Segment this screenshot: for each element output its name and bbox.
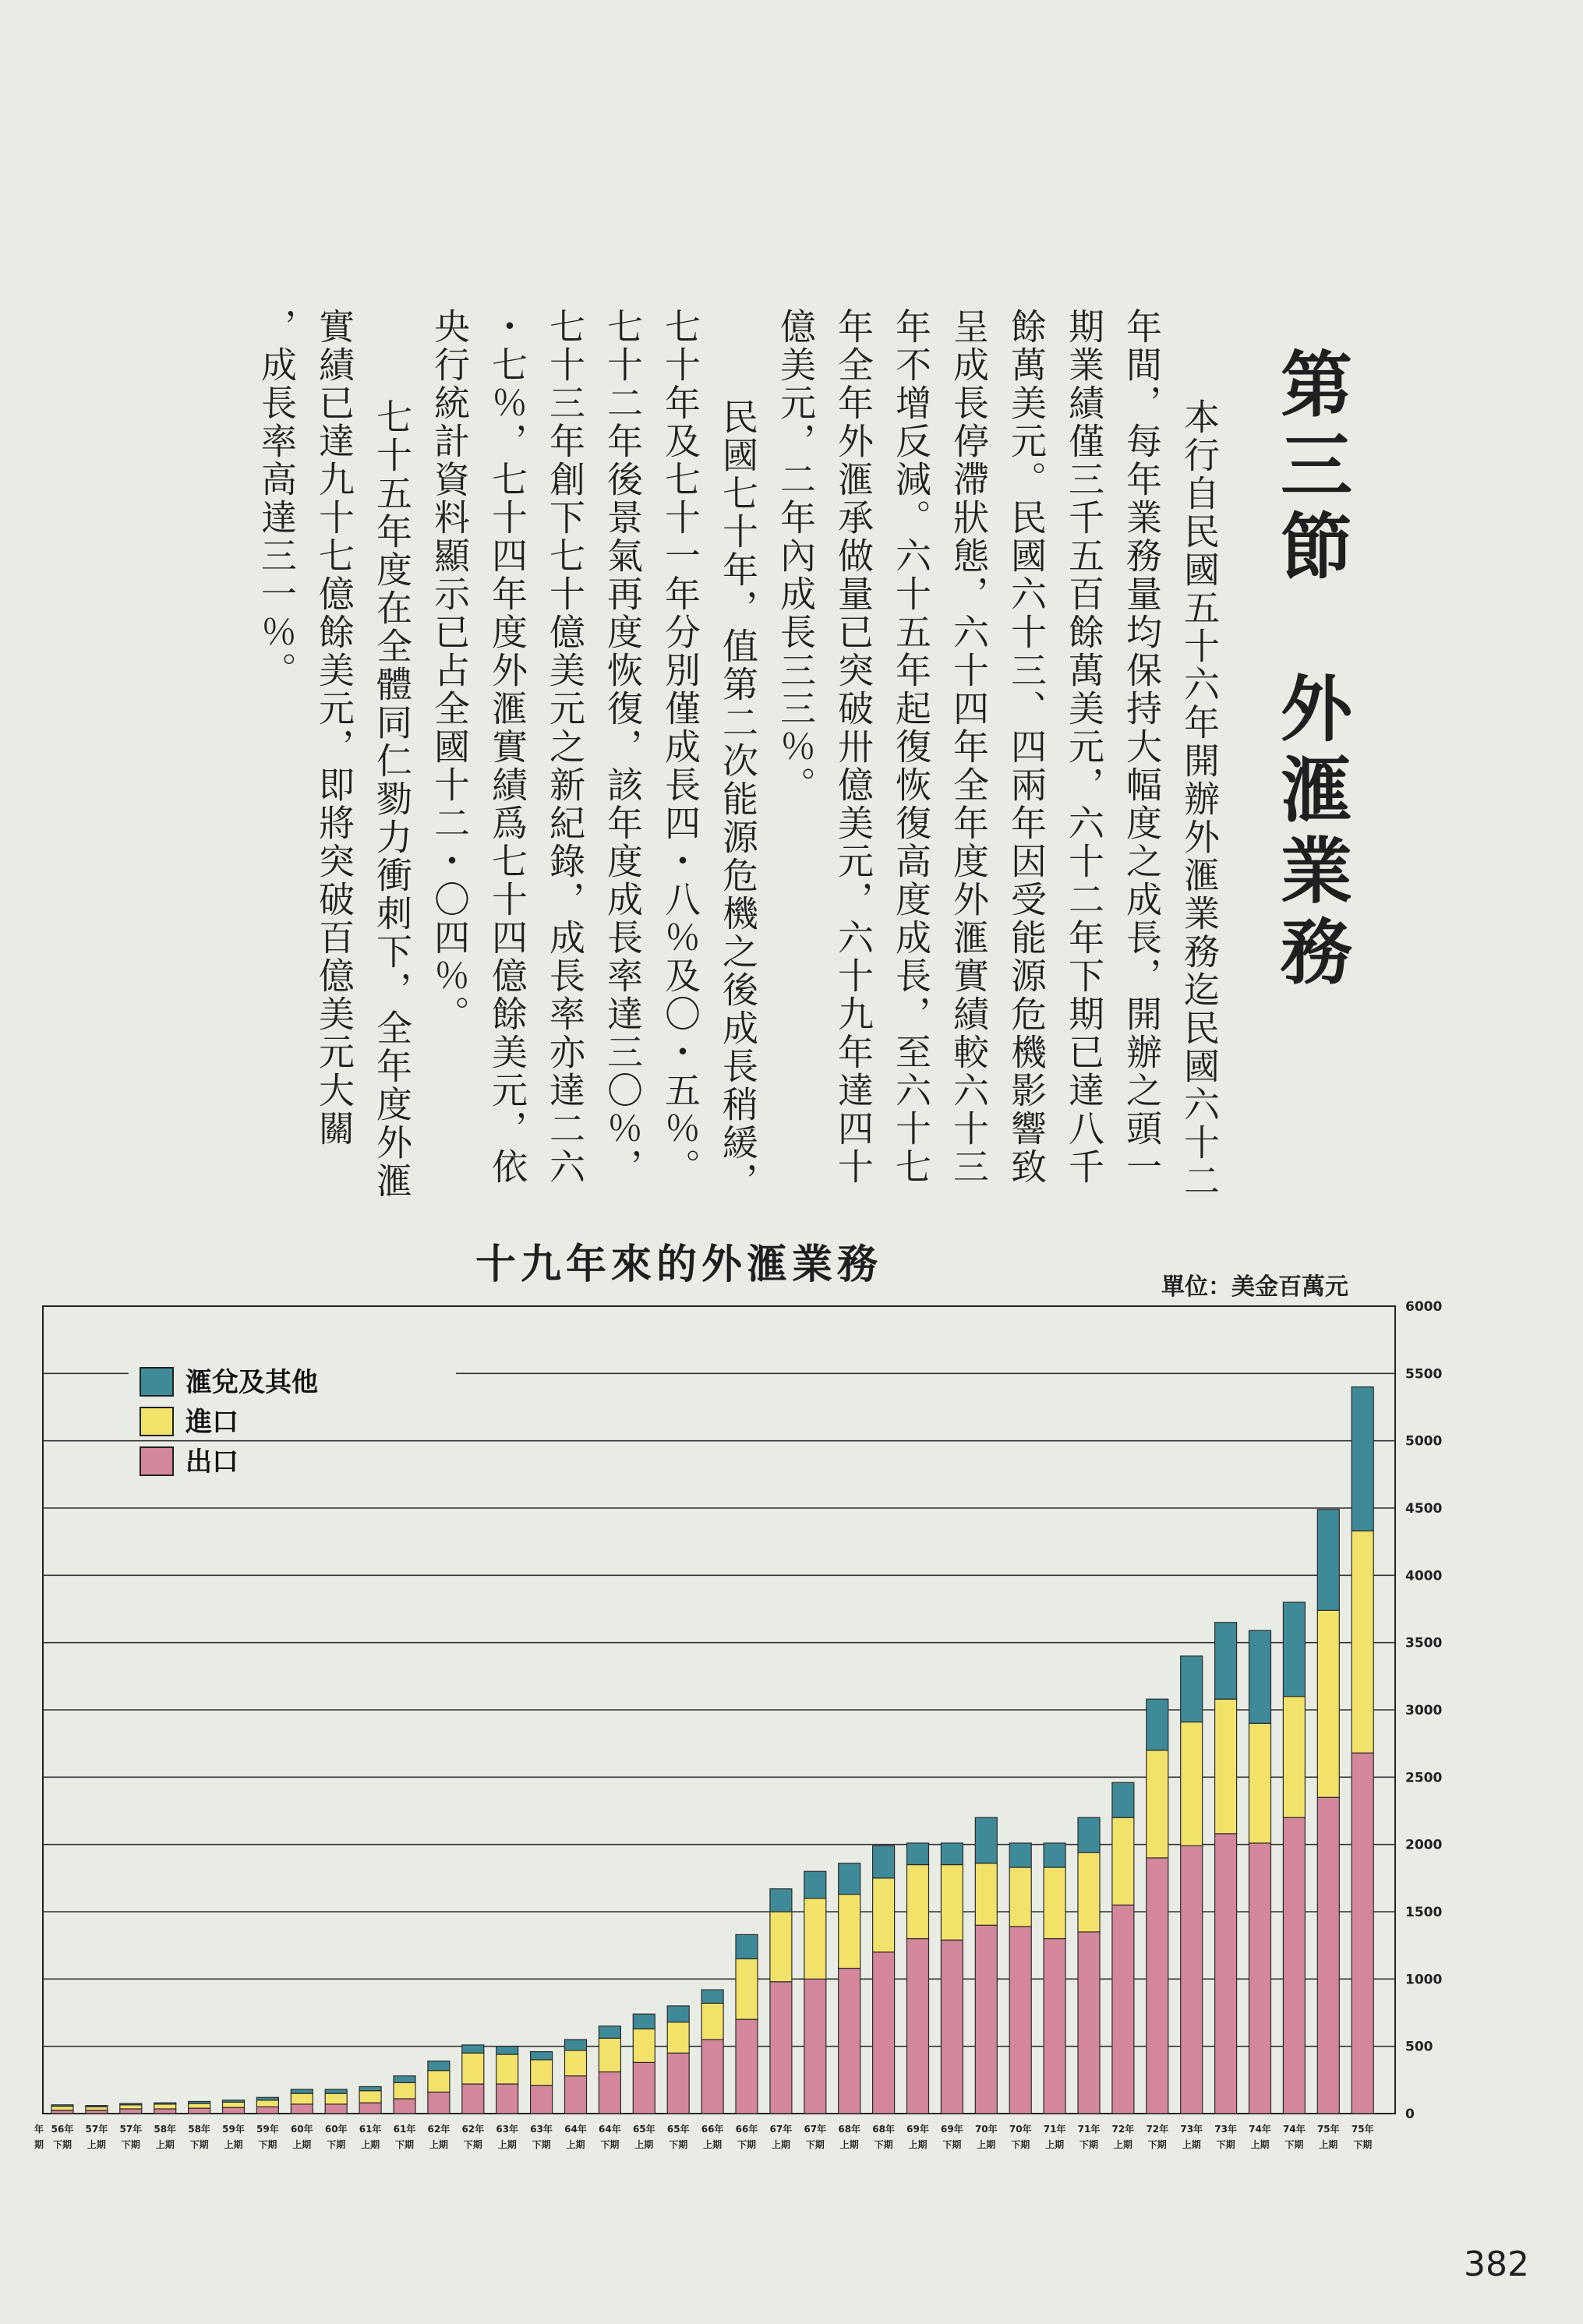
bar-segment [531, 2086, 553, 2114]
bar-segment [736, 1958, 758, 2019]
body-text-column: 呈成長停滯狀態，六十四年全年度外滙實績較六十三 [948, 308, 990, 1186]
bar-segment [941, 1865, 963, 1941]
x-tick-label-half: 下期 [874, 2139, 893, 2150]
x-tick-label-half: 下期 [52, 2139, 72, 2150]
bar-segment [462, 2045, 484, 2053]
bar-segment [839, 1969, 860, 2114]
bar-segment [462, 2084, 484, 2114]
bar-segment [256, 2107, 278, 2114]
x-tick-label-year: 58年 [154, 2124, 177, 2135]
body-text-column: 本行自民國五十六年開辦外滙業務迄民國六十二 [1178, 398, 1221, 1200]
bar-segment [359, 2103, 381, 2114]
bar-segment [1078, 1852, 1100, 1932]
section-heading: 第三節 外滙業務 [1269, 347, 1352, 995]
bar-segment [120, 2103, 142, 2105]
bar-segment [462, 2053, 484, 2084]
bar-segment [565, 2076, 587, 2114]
bar-segment [941, 1843, 963, 1865]
bar-segment [1112, 1905, 1134, 2114]
x-tick-label-year: 61年 [359, 2124, 382, 2135]
body-text-column: 七十三年創下七十億美元之新紀錄，成長率亦達二六 [544, 308, 586, 1186]
x-tick-label-half: 上期 [566, 2139, 585, 2150]
y-tick-label: 1000 [1405, 1972, 1443, 1988]
bar-segment [1352, 1753, 1373, 2114]
bar-segment [599, 2026, 620, 2039]
x-tick-label-year: 64年 [564, 2124, 587, 2135]
bar-segment [599, 2071, 620, 2114]
x-tick-label-year: 61年 [393, 2124, 416, 2135]
bar-segment [1283, 1602, 1305, 1697]
x-tick-label-half: 上期 [1250, 2139, 1270, 2150]
bar-segment [531, 2052, 553, 2060]
body-text-column: 實績已達九十七億餘美元，即將突破百億美元大關 [313, 308, 355, 1148]
bar-segment [1044, 1843, 1065, 1867]
x-tick-label-half: 上期 [908, 2139, 928, 2150]
x-tick-label-half: 下期 [532, 2139, 551, 2150]
legend-background [129, 1404, 456, 1439]
bar-segment [51, 2105, 73, 2107]
body-text-column: 七十五年度在全體同仁勠力衝刺下，全年度外滙 [371, 398, 413, 1200]
x-tick-label-year: 66年 [735, 2124, 758, 2135]
x-tick-label-half: 下期 [942, 2139, 962, 2150]
bar-segment [770, 1889, 792, 1912]
bar-segment [496, 2054, 518, 2084]
x-tick-label-half: 上期 [1319, 2139, 1338, 2150]
x-tick-label-half: 上期 [634, 2139, 654, 2150]
bar-segment [1352, 1387, 1373, 1531]
bar-segment [394, 2099, 415, 2114]
bar-segment [873, 1952, 895, 2114]
bar-segment [1112, 1782, 1134, 1817]
body-text-column: 七十年及七十一年分別僅成長四・八％及〇・五％。 [659, 308, 701, 1186]
bar-segment [873, 1845, 895, 1877]
bar-segment [325, 2104, 347, 2114]
bar-segment [496, 2084, 518, 2114]
y-tick-label: 1500 [1405, 1905, 1443, 1920]
bar-segment [667, 2022, 689, 2054]
x-tick-label-year: 67年 [769, 2124, 793, 2135]
x-tick-label-year: 58年 [188, 2124, 210, 2135]
x-tick-label-year: 75年 [1351, 2124, 1374, 2135]
x-tick-label-year: 66年 [701, 2124, 724, 2135]
y-tick-label: 0 [1405, 2107, 1415, 2122]
bar-segment [1181, 1845, 1203, 2114]
chart-title: 十九年來的外滙業務 [475, 1241, 883, 1288]
chart-unit-label: 單位：美金百萬元 [1161, 1273, 1348, 1301]
x-tick-label-year: 63年 [530, 2124, 553, 2135]
x-tick-label-year: 62年 [427, 2124, 451, 2135]
bar-segment [736, 1934, 758, 1958]
x-tick-label-year: 67年 [804, 2124, 827, 2135]
bar-segment [325, 2093, 347, 2104]
y-tick-label: 3000 [1405, 1703, 1443, 1718]
x-tick-label-year: 63年 [496, 2124, 519, 2135]
x-tick-label-year: 72年 [1111, 2124, 1135, 2135]
bar-segment [359, 2086, 381, 2090]
legend-label: 進口 [186, 1407, 239, 1438]
bar-segment [531, 2060, 553, 2086]
x-tick-label-half: 上期 [87, 2139, 106, 2150]
bar-segment [941, 1940, 963, 2114]
y-tick-label: 4000 [1405, 1568, 1443, 1584]
bar-segment [907, 1939, 929, 2114]
x-tick-label-half: 上期 [1182, 2139, 1201, 2150]
bar-segment [154, 2109, 176, 2114]
bar-segment [565, 2040, 587, 2050]
bar-segment [1044, 1867, 1065, 1939]
bar-segment [394, 2076, 415, 2083]
bar-segment [565, 2050, 587, 2076]
y-tick-label: 5000 [1405, 1433, 1443, 1450]
bar-segment [120, 2105, 142, 2109]
bar-segment [1147, 1699, 1168, 1750]
bar-segment [325, 2089, 347, 2093]
body-text-column: 年間，每年業務量均保持大幅度之成長，開辦之頭一 [1121, 308, 1163, 1186]
bar-segment [701, 2003, 723, 2040]
bar-segment [154, 2103, 176, 2104]
y-tick-label: 4500 [1405, 1501, 1443, 1517]
x-tick-label-year: 62年 [461, 2124, 485, 2135]
x-tick-label-year: 71年 [1043, 2124, 1066, 2135]
bar-segment [1147, 1750, 1168, 1858]
x-tick-label-half: 上期 [1113, 2139, 1132, 2150]
x-tick-label-year: 70年 [974, 2124, 998, 2135]
bar-segment [975, 1863, 997, 1925]
x-tick-label-half: 下期 [327, 2139, 346, 2150]
bar-segment [770, 1982, 792, 2114]
bar-segment [291, 2093, 313, 2104]
bar-segment [51, 2110, 73, 2114]
bar-segment [770, 1912, 792, 1982]
bar-segment [223, 2107, 245, 2114]
body-text-column: 期業績僅三千五百餘萬美元，六十二年下期已達八千 [1063, 308, 1105, 1186]
legend-swatch [140, 1368, 173, 1396]
bar-segment [1249, 1630, 1271, 1723]
bar-segment [1317, 1510, 1339, 1610]
x-tick-label-half: 上期 [224, 2139, 243, 2150]
x-tick-label-half: 上期 [497, 2139, 517, 2150]
x-tick-label-year: 56年 [51, 2124, 74, 2135]
bar-segment [1317, 1797, 1339, 2114]
bar-segment [1044, 1939, 1065, 2114]
x-tick-label-half: 下期 [463, 2139, 482, 2150]
bar-segment [1009, 1843, 1031, 1867]
x-tick-label-year: 59年 [256, 2124, 279, 2135]
bar-segment [256, 2100, 278, 2107]
x-tick-label-year: 57年 [85, 2124, 108, 2135]
bar-segment [1181, 1722, 1203, 1846]
body-text-column: 央行統計資料顯示已占全國十二・〇四％。 [429, 308, 471, 1033]
bar-segment [189, 2101, 210, 2103]
bar-segment [975, 1925, 997, 2114]
bar-segment [1215, 1699, 1237, 1834]
x-tick-label-half: 上期 [839, 2139, 859, 2150]
legend-background [129, 1443, 456, 1479]
x-tick-label-half: 下期 [121, 2139, 140, 2150]
body-text-column: 民國七十年，值第二次能源危機之後成長稍緩， [717, 398, 759, 1200]
bar-segment [1249, 1723, 1271, 1843]
bar-segment [86, 2106, 108, 2107]
x-tick-label-half: 上期 [361, 2139, 380, 2150]
x-tick-label-half: 下期 [1353, 2139, 1373, 2150]
x-tick-label-year: 72年 [1146, 2124, 1169, 2135]
bar-segment [633, 2014, 655, 2029]
x-tick-label-year: 75年 [1316, 2124, 1340, 2135]
x-tick-label-year: 74年 [1249, 2124, 1271, 2135]
bar-segment [736, 2019, 758, 2114]
bar-segment [839, 1863, 860, 1895]
x-tick-label-half: 下期 [1216, 2139, 1235, 2150]
y-tick-label: 3500 [1405, 1635, 1443, 1651]
x-tick-label-half: 上期 [703, 2139, 723, 2150]
x-tick-label-year: 60年 [324, 2124, 348, 2135]
bar-segment [1009, 1867, 1031, 1927]
x-tick-label-year: 57年 [119, 2124, 143, 2135]
bar-segment [1317, 1610, 1339, 1797]
page-number: 382 [1464, 2245, 1529, 2284]
bar-segment [907, 1865, 929, 1939]
x-axis-header-year: 年 [34, 2124, 44, 2135]
bar-segment [120, 2109, 142, 2114]
body-text-column: 年不增反減。六十五年起復恢復高度成長，至六十七 [890, 308, 932, 1186]
bar-segment [599, 2038, 620, 2071]
x-tick-label-half: 下期 [600, 2139, 620, 2150]
x-tick-label-half: 下期 [1147, 2139, 1167, 2150]
bar-segment [1215, 1834, 1237, 2114]
y-tick-label: 500 [1405, 2039, 1433, 2055]
bar-segment [1078, 1932, 1100, 2114]
x-tick-label-half: 下期 [258, 2139, 277, 2150]
x-tick-label-year: 70年 [1009, 2124, 1032, 2135]
bar-segment [223, 2100, 245, 2103]
bar-segment [667, 2006, 689, 2022]
legend-swatch [140, 1447, 173, 1475]
body-text-column: 億美元，二年內成長三三％。 [775, 308, 817, 804]
body-text-column: 年全年外滙承做量已突破卅億美元，六十九年達四十 [832, 308, 875, 1186]
body-text-column: ・七％，七十四年度外滙實績爲七十四億餘美元，依 [486, 308, 528, 1186]
bar-segment [1283, 1817, 1305, 2114]
bar-segment [291, 2089, 313, 2093]
x-tick-label-year: 65年 [666, 2124, 690, 2135]
x-tick-label-half: 上期 [771, 2139, 790, 2150]
bar-segment [359, 2091, 381, 2103]
x-tick-label-year: 73年 [1214, 2124, 1237, 2135]
x-tick-label-half: 下期 [805, 2139, 825, 2150]
bar-segment [394, 2082, 415, 2099]
legend-swatch [140, 1407, 173, 1436]
y-tick-label: 2500 [1405, 1770, 1443, 1786]
body-text-column: ，成長率高達三一％。 [256, 308, 298, 690]
bar-segment [804, 1898, 826, 1980]
x-tick-label-year: 59年 [222, 2124, 245, 2135]
x-axis-header-period: 期 [34, 2139, 44, 2150]
x-tick-label-year: 69年 [941, 2124, 963, 2135]
x-tick-label-year: 68年 [838, 2124, 861, 2135]
bar-segment [839, 1895, 860, 1969]
x-tick-label-half: 上期 [292, 2139, 312, 2150]
bar-segment [701, 1990, 723, 2003]
x-tick-label-half: 下期 [1011, 2139, 1030, 2150]
x-tick-label-year: 64年 [599, 2124, 621, 2135]
legend-label: 出口 [186, 1446, 239, 1478]
x-tick-label-half: 下期 [737, 2139, 757, 2150]
bar-segment [291, 2104, 313, 2114]
x-tick-label-half: 上期 [429, 2139, 448, 2150]
x-tick-label-half: 下期 [394, 2139, 415, 2150]
legend-label: 滙兌及其他 [186, 1367, 318, 1398]
bar-segment [633, 2062, 655, 2114]
bar-segment [1249, 1843, 1271, 2114]
bar-segment [86, 2107, 108, 2110]
bar-segment [873, 1878, 895, 1952]
x-tick-label-year: 74年 [1283, 2124, 1306, 2135]
x-tick-label-year: 73年 [1180, 2124, 1203, 2135]
bar-segment [804, 1979, 826, 2114]
bar-segment [1215, 1623, 1237, 1699]
bar-segment [1181, 1656, 1203, 1722]
bar-segment [1112, 1817, 1134, 1905]
x-tick-label-half: 下期 [669, 2139, 688, 2150]
bar-segment [701, 2040, 723, 2114]
y-tick-label: 2000 [1405, 1837, 1443, 1853]
bar-segment [1283, 1697, 1305, 1817]
x-tick-label-half: 上期 [977, 2139, 996, 2150]
x-tick-label-half: 上期 [1045, 2139, 1065, 2150]
bar-segment [1078, 1817, 1100, 1852]
body-text-column: 七十二年後景氣再度恢復，該年度成長率達三〇％， [602, 308, 644, 1186]
bar-segment [496, 2047, 518, 2054]
bar-segment [1009, 1927, 1031, 2114]
x-tick-label-year: 68年 [872, 2124, 895, 2135]
bar-segment [907, 1843, 929, 1865]
bar-segment [154, 2104, 176, 2109]
x-tick-label-year: 60年 [290, 2124, 313, 2135]
bar-segment [223, 2102, 245, 2107]
y-tick-label: 6000 [1405, 1299, 1443, 1315]
bar-segment [1352, 1531, 1373, 1753]
bar-segment [189, 2108, 210, 2114]
x-tick-label-year: 71年 [1077, 2124, 1101, 2135]
x-tick-label-half: 下期 [1284, 2139, 1304, 2150]
bar-segment [804, 1871, 826, 1898]
x-tick-label-half: 上期 [155, 2139, 175, 2150]
bar-segment [189, 2103, 210, 2108]
bar-segment [428, 2092, 450, 2114]
y-tick-label: 5500 [1405, 1366, 1443, 1383]
bar-segment [428, 2061, 450, 2071]
bar-segment [51, 2107, 73, 2110]
bar-segment [975, 1817, 997, 1863]
bar-segment [1147, 1858, 1168, 2114]
bar-segment [428, 2071, 450, 2093]
bar-segment [633, 2029, 655, 2062]
x-tick-label-half: 下期 [1079, 2139, 1099, 2150]
bar-segment [667, 2053, 689, 2114]
body-text-column: 餘萬美元。民國六十三、四兩年因受能源危機影響致 [1005, 308, 1048, 1186]
bar-segment [256, 2097, 278, 2100]
x-tick-label-half: 下期 [189, 2139, 209, 2150]
x-tick-label-year: 65年 [632, 2124, 655, 2135]
x-tick-label-year: 69年 [906, 2124, 929, 2135]
bar-segment [86, 2110, 108, 2114]
